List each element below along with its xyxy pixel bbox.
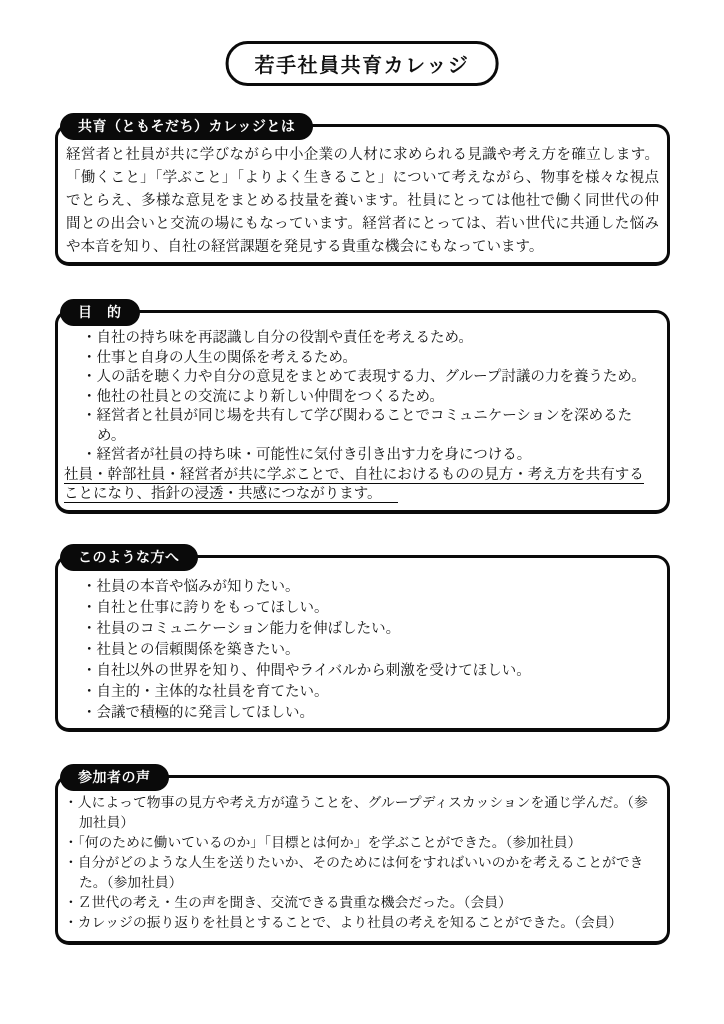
section-label-purpose: 目 的 — [60, 299, 140, 326]
bullet-item: ・他社の社員との交流により新しい仲間をつくるため。 — [82, 388, 444, 405]
bullet-item: ・仕事と自身の人生の関係を考えるため。 — [82, 349, 357, 366]
page-title: 若手社員共育カレッジ — [226, 41, 499, 86]
bullet-item: ・自社と仕事に誇りをもってほしい。 — [82, 600, 329, 616]
section-purpose — [55, 304, 670, 514]
bullet-item: ・自社以外の世界を知り、仲間やライバルから刺激を受けてほしい。 — [82, 663, 531, 679]
section-audience — [55, 549, 670, 732]
section-label-audience: このような方へ — [60, 544, 198, 571]
about-paragraph: 経営者と社員が共に学びながら中小企業の人材に求められる見識や考え方を確立します。「働くこと」「学ぶこと」「よりよく生きること」について考えながら、物事を様々な視点でとらえ、多様な意見をまとめる技量を養います。社員にとっては他社で働く同世代の仲間との出会いと交流の場にもなっています。経営者にとっては、若い世代に共通した悩みや本音を知り、自社の経営課題を発見する貴重な機会にもなっています。 — [66, 147, 659, 255]
bullet-item: ・Ｚ世代の考え・生の声を聞き、交流できる貴重な機会だった。（会員） — [64, 895, 512, 910]
purpose-underlined-note: 社員・幹部社員・経営者が共に学ぶことで、自社におけるものの見方・考え方を共有することになり、指針の浸透・共感につながります。 — [64, 466, 644, 502]
bullet-item: ・社員の本音や悩みが知りたい。 — [82, 579, 300, 595]
bullet-item: ・会議で積極的に発言してほしい。 — [82, 705, 314, 721]
bullet-item: ・人の話を聴く力や自分の意見をまとめて表現する力、グループ討議の力を養うため。 — [82, 369, 646, 385]
purpose-bullet-list — [58, 313, 667, 466]
bullet-item: ・経営者が社員の持ち味・可能性に気付き引き出す力を身につける。 — [82, 447, 532, 463]
section-about-college — [55, 118, 670, 266]
bullet-item: ・社員との信頼関係を築きたい。 — [82, 642, 300, 658]
bullet-item: ・社員のコミュニケーション能力を伸ばしたい。 — [82, 621, 401, 637]
section-participant-voices — [55, 769, 670, 945]
voices-bullet-list — [58, 778, 667, 933]
bullet-item: ・自社の持ち味を再認識し自分の役割や責任を考えるため。 — [82, 330, 473, 346]
bullet-item: ・経営者と社員が同じ場を共有して学び関わることでコミュニケーションを深めるため。 — [82, 408, 633, 444]
bullet-item: ・「何のために働いているのか」「目標とは何か」を学ぶことができた。（参加社員） — [64, 835, 582, 850]
section-label-voices: 参加者の声 — [60, 764, 169, 791]
bullet-item: ・人によって物事の見方や考え方が違うことを、グループディスカッションを通じ学んだ。（参加社員） — [64, 795, 648, 830]
bullet-item: ・自分がどのような人生を送りたいか、そのためには何をすればいいのかを考えることができた。（参加社員） — [64, 855, 644, 890]
audience-bullet-list — [58, 558, 667, 724]
bullet-item: ・自主的・主体的な社員を育てたい。 — [82, 684, 329, 700]
bullet-item: ・カレッジの振り返りを社員とすることで、より社員の考えを知ることができた。（会員） — [64, 915, 623, 930]
section-label-about: 共育（ともそだち）カレッジとは — [60, 113, 313, 140]
